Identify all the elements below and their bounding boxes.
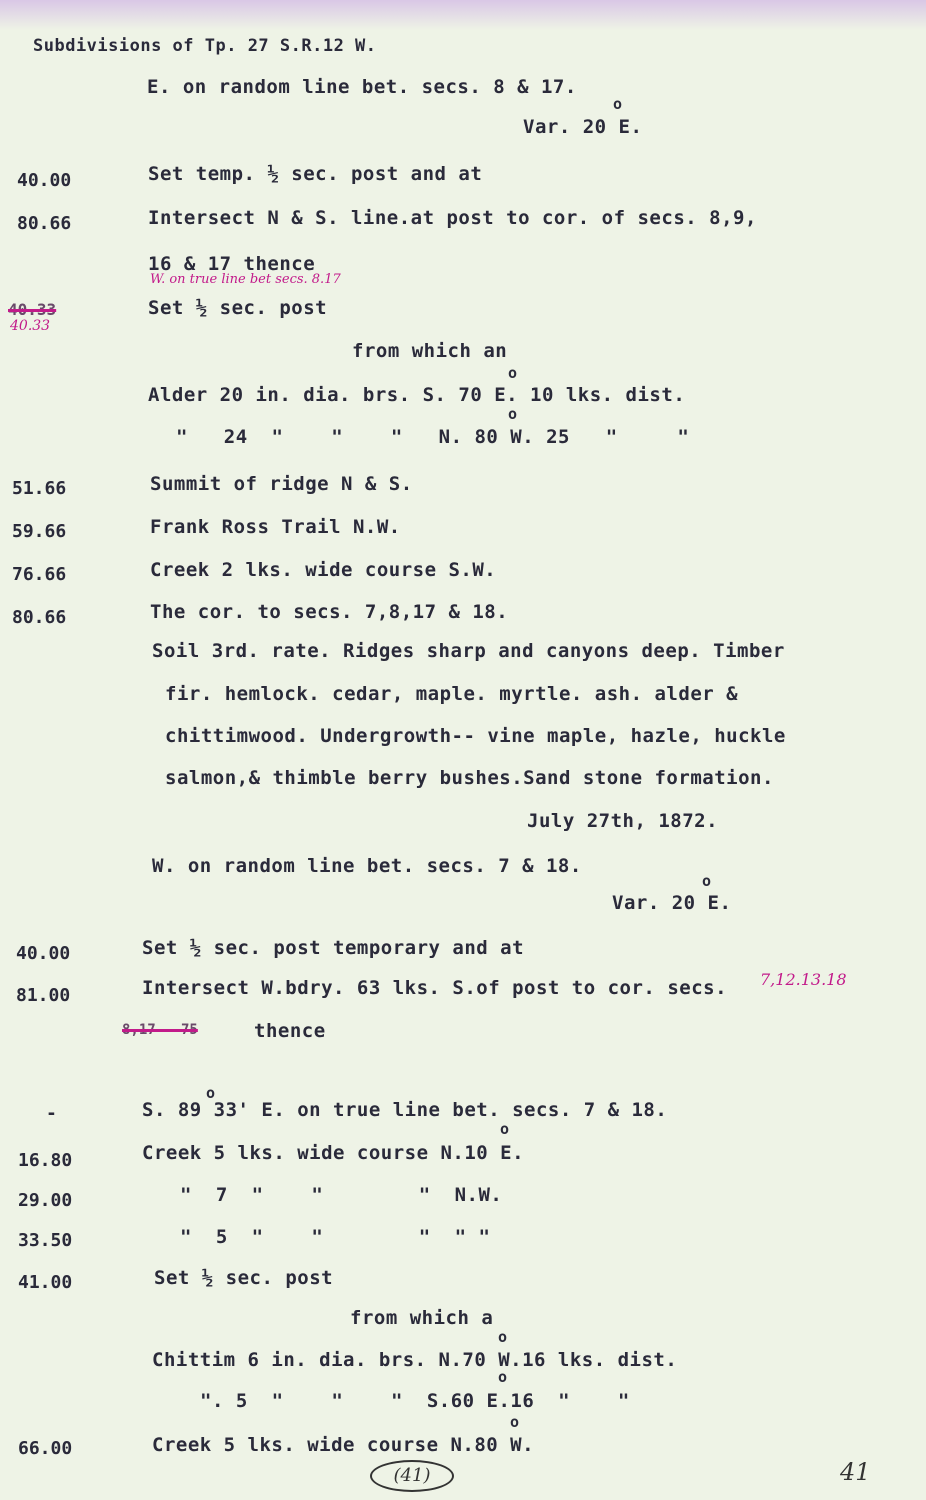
struck-text: 8,17 — 75 [122,1022,198,1038]
line-text: Frank Ross Trail N.W. [150,516,401,538]
line-text: Chittim 6 in. dia. brs. N.70 W.16 lks. dist. [152,1349,678,1371]
mile-value: 66.00 [18,1438,73,1459]
mile-value: 40.00 [16,943,71,964]
corrected-mile: 40.33 [10,318,51,334]
degree-mark: o [613,95,623,113]
mile-value: 80.66 [12,607,67,628]
page-number: 41 [840,1458,871,1486]
line-text: " 24 " " " N. 80 W. 25 " " [176,426,690,448]
line-text: The cor. to secs. 7,8,17 & 18. [150,601,509,623]
line-text: 16 & 17 thence [148,253,316,275]
line-text: Set ½ sec. post temporary and at [142,937,525,959]
mile-value: 76.66 [12,564,67,585]
line-text: " 7 " " " N.W. [180,1184,503,1206]
line-text: " 5 " " " " " [180,1226,491,1248]
degree-mark: o [510,1413,520,1431]
mile-value: - [46,1103,57,1124]
line-text: Creek 2 lks. wide course S.W. [150,559,497,581]
degree-mark: o [702,872,712,890]
line-text: from which a [350,1307,494,1329]
description-line: fir. hemlock. cedar, maple. myrtle. ash. alder & [165,683,739,705]
line-text: S. 89 33' E. on true line bet. secs. 7 & 18. [142,1099,668,1121]
mile-value: 80.66 [17,213,72,234]
mile-value: 33.50 [18,1230,73,1251]
section2-variation: Var. 20 E. [612,892,732,914]
degree-mark: o [508,364,518,382]
page-stamp: (41) [370,1460,454,1492]
header-shadow [0,0,926,30]
mile-value: 16.80 [18,1150,73,1171]
line-text: Intersect N & S. line.at post to cor. of secs. 8,9, [148,207,757,229]
section1-heading: E. on random line bet. secs. 8 & 17. [147,76,577,98]
line-text: Creek 5 lks. wide course N.80 W. [152,1434,535,1456]
line-text: Creek 5 lks. wide course N.10 E. [142,1142,525,1164]
description-line: chittimwood. Undergrowth-- vine maple, hazle, huckle [165,725,786,747]
section2-heading: W. on random line bet. secs. 7 & 18. [152,855,582,877]
section1-variation: Var. 20 E. [523,116,643,138]
line-text: thence [254,1020,326,1042]
description-line: Soil 3rd. rate. Ridges sharp and canyons deep. Timber [152,640,785,662]
mile-value: 40.00 [17,170,72,191]
line-text: Set ½ sec. post [154,1267,334,1289]
mile-value: 41.00 [18,1272,73,1293]
line-text: ". 5 " " " S.60 E.16 " " [200,1390,630,1412]
mile-value: 81.00 [16,985,71,1006]
mile-value: 29.00 [18,1190,73,1211]
mile-value: 59.66 [12,521,67,542]
struck-mile: 40.33 [8,300,57,319]
degree-mark: o [498,1368,508,1386]
degree-mark: o [206,1084,216,1102]
page-header: Subdivisions of Tp. 27 S.R.12 W. [33,36,377,56]
line-text: from which an [352,340,508,362]
description-line: salmon,& thimble berry bushes.Sand stone formation. [165,767,774,789]
degree-mark: o [508,405,518,423]
section1-date: July 27th, 1872. [527,810,719,832]
line-text: Set temp. ½ sec. post and at [148,163,483,185]
line-text: Summit of ridge N & S. [150,473,413,495]
handwritten-secs: 7,12.13.18 [760,970,847,989]
mile-value: 51.66 [12,478,67,499]
degree-mark: o [498,1328,508,1346]
line-text: Intersect W.bdry. 63 lks. S.of post to cor. secs. [142,977,728,999]
line-text: Set ½ sec. post [148,297,328,319]
line-text: Alder 20 in. dia. brs. S. 70 E. 10 lks. dist. [148,384,686,406]
handwritten-insert: W. on true line bet secs. 8.17 [150,272,341,287]
degree-mark: o [500,1120,510,1138]
